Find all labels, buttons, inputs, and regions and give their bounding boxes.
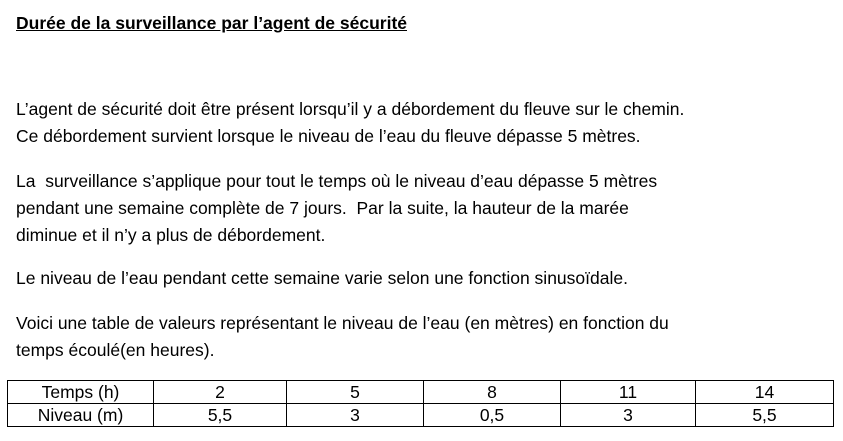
table-cell: 0,5 <box>424 404 561 427</box>
row-header-niveau: Niveau (m) <box>8 404 154 427</box>
text-line: Voici une table de valeurs représentant le niveau de l’eau (en mètres) en fonction du <box>16 313 669 333</box>
text-line: L’agent de sécurité doit être présent lorsqu’il y a débordement du fleuve sur le chemin. <box>16 99 685 119</box>
table-cell: 5,5 <box>154 404 287 427</box>
text-line: La surveillance s’applique pour tout le temps où le niveau d’eau dépasse 5 mètres <box>16 171 658 191</box>
table-cell: 14 <box>696 381 834 404</box>
row-header-temps: Temps (h) <box>8 381 154 404</box>
table-cell: 11 <box>561 381 696 404</box>
table-row-temps <box>8 381 834 404</box>
text-line: temps écoulé(en heures). <box>16 340 215 360</box>
values-table <box>7 380 834 427</box>
text-line: diminue et il n’y a plus de débordement. <box>16 225 326 245</box>
text-line: Le niveau de l’eau pendant cette semaine varie selon une fonction sinusoïdale. <box>16 268 628 288</box>
table-cell: 3 <box>287 404 424 427</box>
table-cell: 8 <box>424 381 561 404</box>
table-cell: 5,5 <box>696 404 834 427</box>
paragraph-sinusoidale <box>16 265 831 292</box>
paragraph-table-intro <box>16 310 831 364</box>
table-cell: 5 <box>287 381 424 404</box>
text-line: Ce débordement survient lorsque le niveau de l’eau du fleuve dépasse 5 mètres. <box>16 126 641 146</box>
table-cell: 3 <box>561 404 696 427</box>
table-row-niveau <box>8 404 834 427</box>
paragraph-surveillance <box>16 168 831 249</box>
text-line: pendant une semaine complète de 7 jours. Par la suite, la hauteur de la marée <box>16 198 629 218</box>
table-cell: 2 <box>154 381 287 404</box>
paragraph-debordement <box>16 96 831 150</box>
document-title: Durée de la surveillance par l’agent de sécurité <box>16 13 407 33</box>
